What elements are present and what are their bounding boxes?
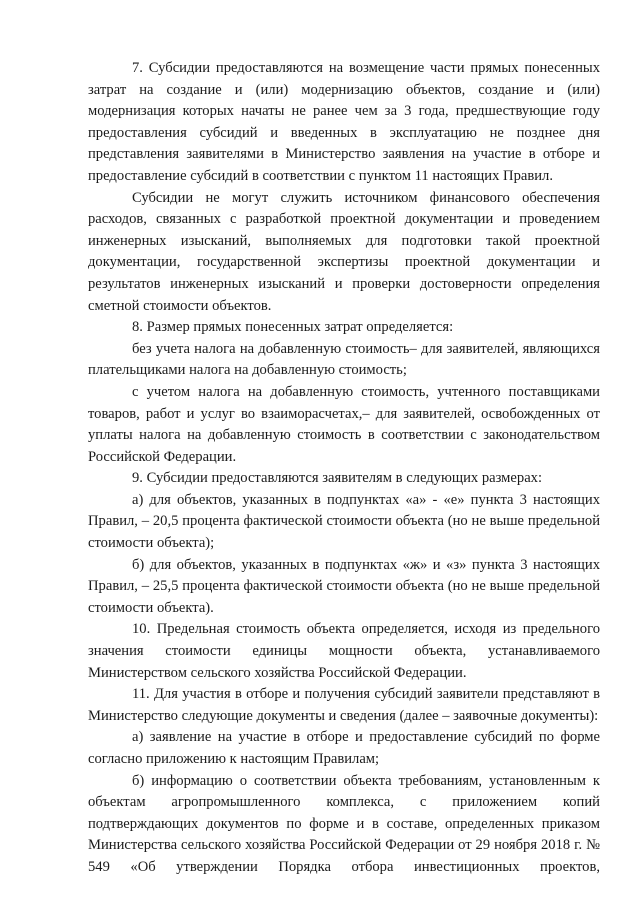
paragraph-9-a: а) для объектов, указанных в подпунктах «а» - «е» пункта 3 настоящих Правил, – 20,5 процента фактической стоимости объекта (но не выше предельной стоимости объекта); (88, 491, 600, 552)
paragraph-8-without-vat: без учета налога на добавленную стоимость– для заявителей, являющихся плательщиками налога на добавленную стоимость; (88, 340, 600, 379)
paragraph-11-b: б) информацию о соответствии объекта требованиям, установленным к объектам агропромышленного комплекса, с приложением копий подтверждающих документов по форме и в составе, определенных приказом Министерства сельского хозяйства Российской Федерации от 29 ноября 2018 г. № 549 «Об утверждении Порядка отбора инвестиционных проектов, (88, 772, 600, 875)
paragraph-7: 7. Субсидии предоставляются на возмещение части прямых понесенных затрат на создание и (или) модернизацию объектов, создание и (или) модернизация которых начаты не ранее чем за 3 года, предшествующие году предоставления субсидий и введенных в эксплуатацию не позднее дня представления заявителями в Министерство заявления на участие в отборе и предоставление субсидий в соответствии с пунктом 11 настоящих Правил. (88, 60, 600, 184)
paragraph-10: 10. Предельная стоимость объекта определяется, исходя из предельного значения стоимости единицы мощности объекта, устанавливаемого Министерством сельского хозяйства Российской Федерации. (88, 621, 600, 681)
paragraph-8: 8. Размер прямых понесенных затрат определяется: (132, 319, 454, 336)
paragraph-8-with-vat: с учетом налога на добавленную стоимость, учтенного поставщиками товаров, работ и услуг во взаиморасчетах,– для заявителей, освобожденных от уплаты налога на добавленную стоимость в соответствии с законодательством Российской Федерации. (88, 383, 600, 465)
paragraph-11: 11. Для участия в отборе и получения субсидий заявители представляют в Министерство следующие документы и сведения (далее – заявочные документы): (88, 686, 600, 724)
document-page (88, 58, 600, 879)
paragraph-11-a: а) заявление на участие в отборе и предоставление субсидий по форме согласно приложению к настоящим Правилам; (88, 729, 600, 767)
paragraph-subsidy-limits: Субсидии не могут служить источником финансового обеспечения расходов, связанных с разработкой проектной документации и проведением инженерных изысканий, выполняемых для подготовки такой проектной документации, государственной экспертизы проектной документации и результатов инженерных изысканий и проверки достоверности определения сметной стоимости объектов. (88, 189, 600, 314)
paragraph-9: 9. Субсидии предоставляются заявителям в следующих размерах: (132, 470, 543, 487)
paragraph-9-b: б) для объектов, указанных в подпунктах «ж» и «з» пункта 3 настоящих Правил, – 25,5 процента фактической стоимости объекта (но не выше предельной стоимости объекта). (88, 556, 600, 616)
